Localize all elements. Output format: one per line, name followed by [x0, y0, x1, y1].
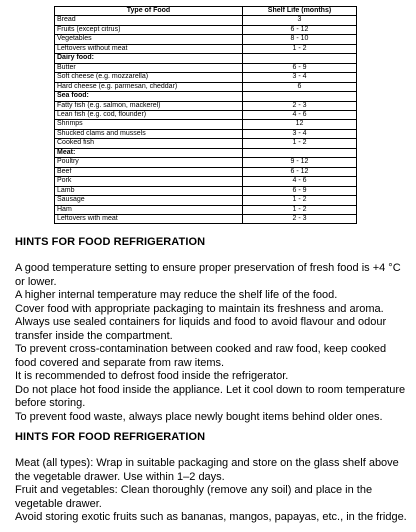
food-type-cell: Soft cheese (e.g. mozzarella): [55, 73, 243, 82]
hint-paragraph: To prevent cross-contamination between cooked and raw food, keep cooked food covered and separate from raw items.: [15, 343, 387, 369]
table-row: [55, 73, 357, 82]
food-type-cell: Butter: [55, 63, 243, 72]
shelf-life-cell: 1 - 2: [243, 44, 357, 53]
food-type-cell: Vegetables: [55, 35, 243, 44]
shelf-life-cell: [243, 92, 357, 101]
shelf-life-cell: 4 - 6: [243, 110, 357, 119]
hint-paragraph: Always use sealed containers for liquids and food to avoid flavour and odour transfer inside the compartment.: [15, 316, 387, 342]
hint-paragraph: A higher internal temperature may reduce the shelf life of the food.: [15, 289, 338, 301]
food-type-cell: Shrimps: [55, 120, 243, 129]
table-row: [55, 35, 357, 44]
hint-paragraph: It is recommended to defrost food inside the refrigerator.: [15, 370, 289, 382]
shelf-life-cell: 6 - 9: [243, 63, 357, 72]
shelf-life-cell: 6 - 12: [243, 167, 357, 176]
shelf-life-table: [54, 6, 357, 224]
food-type-cell: Fatty fish (e.g. salmon, mackerel): [55, 101, 243, 110]
hint-paragraph: Cover food with appropriate packaging to maintain its freshness and aroma.: [15, 302, 384, 315]
food-type-cell: Lean fish (e.g. cod, flounder): [55, 110, 243, 119]
shelf-life-cell: 9 - 12: [243, 158, 357, 167]
shelf-life-cell: [243, 54, 357, 63]
header-type-of-food: Type of Food: [55, 7, 243, 16]
section-label: Sea food:: [55, 92, 243, 101]
shelf-life-cell: 8 - 10: [243, 35, 357, 44]
shelf-life-cell: 12: [243, 120, 357, 129]
table-row: [55, 25, 357, 34]
hint-paragraph: Meat (all types): Wrap in suitable packaging and store on the glass shelf above the vegetable drawer. Use within 1–2 days.: [15, 457, 399, 483]
hints-section-2: [15, 457, 409, 525]
food-type-cell: Leftovers with meat: [55, 214, 243, 223]
shelf-life-cell: 6 - 12: [243, 25, 357, 34]
table-section-row: [55, 54, 357, 63]
shelf-life-cell: 2 - 3: [243, 101, 357, 110]
table-row: [55, 110, 357, 119]
section-label: Meat:: [55, 148, 243, 157]
section-label: Dairy food:: [55, 54, 243, 63]
food-type-cell: Ham: [55, 205, 243, 214]
table-row: [55, 82, 357, 91]
table-section-row: [55, 148, 357, 157]
table-row: [55, 177, 357, 186]
shelf-life-table-container: [54, 6, 356, 224]
table-row: [55, 101, 357, 110]
food-type-cell: Shucked clams and mussels: [55, 129, 243, 138]
shelf-life-cell: 3 - 4: [243, 129, 357, 138]
shelf-life-cell: 1 - 2: [243, 196, 357, 205]
shelf-life-cell: 3: [243, 16, 357, 25]
table-row: [55, 158, 357, 167]
table-row: [55, 214, 357, 223]
shelf-life-cell: 2 - 3: [243, 214, 357, 223]
food-type-cell: Cooked fish: [55, 139, 243, 148]
table-body: [55, 16, 357, 224]
shelf-life-cell: 6: [243, 82, 357, 91]
table-row: [55, 63, 357, 72]
shelf-life-cell: 3 - 4: [243, 73, 357, 82]
table-row: [55, 205, 357, 214]
shelf-life-cell: 1 - 2: [243, 205, 357, 214]
food-type-cell: Sausage: [55, 196, 243, 205]
food-type-cell: Fruits (except citrus): [55, 25, 243, 34]
table-row: [55, 120, 357, 129]
hints-section-1: [15, 262, 409, 424]
shelf-life-cell: [243, 148, 357, 157]
section-heading-1: HINTS FOR FOOD REFRIGERATION: [15, 236, 206, 248]
table-row: [55, 167, 357, 176]
hint-paragraph: Do not place hot food inside the appliance. Let it cool down to room temperature before storing.: [15, 383, 406, 409]
hint-paragraph: To prevent food waste, always place newly bought items behind older ones.: [15, 410, 383, 423]
food-type-cell: Leftovers without meat: [55, 44, 243, 53]
table-header-row: [55, 7, 357, 16]
hint-paragraph: A good temperature setting to ensure proper preservation of fresh food is +4 °C or lower.: [15, 262, 401, 288]
hint-paragraph: Fruit and vegetables: Clean thoroughly (remove any soil) and place in the vegetable drawer.: [15, 484, 373, 510]
food-type-cell: Bread: [55, 16, 243, 25]
hint-paragraph: Avoid storing exotic fruits such as bananas, mangos, papayas, etc., in the fridge.: [15, 511, 407, 523]
shelf-life-cell: 6 - 9: [243, 186, 357, 195]
food-type-cell: Pork: [55, 177, 243, 186]
header-shelf-life: Shelf Life (months): [243, 7, 357, 16]
table-row: [55, 196, 357, 205]
shelf-life-cell: 1 - 2: [243, 139, 357, 148]
food-type-cell: Hard cheese (e.g. parmesan, cheddar): [55, 82, 243, 91]
table-row: [55, 16, 357, 25]
table-row: [55, 129, 357, 138]
table-row: [55, 44, 357, 53]
shelf-life-cell: 4 - 6: [243, 177, 357, 186]
food-type-cell: Poultry: [55, 158, 243, 167]
table-row: [55, 139, 357, 148]
food-type-cell: Beef: [55, 167, 243, 176]
food-type-cell: Lamb: [55, 186, 243, 195]
section-heading-2: HINTS FOR FOOD REFRIGERATION: [15, 431, 206, 443]
table-section-row: [55, 92, 357, 101]
table-row: [55, 186, 357, 195]
